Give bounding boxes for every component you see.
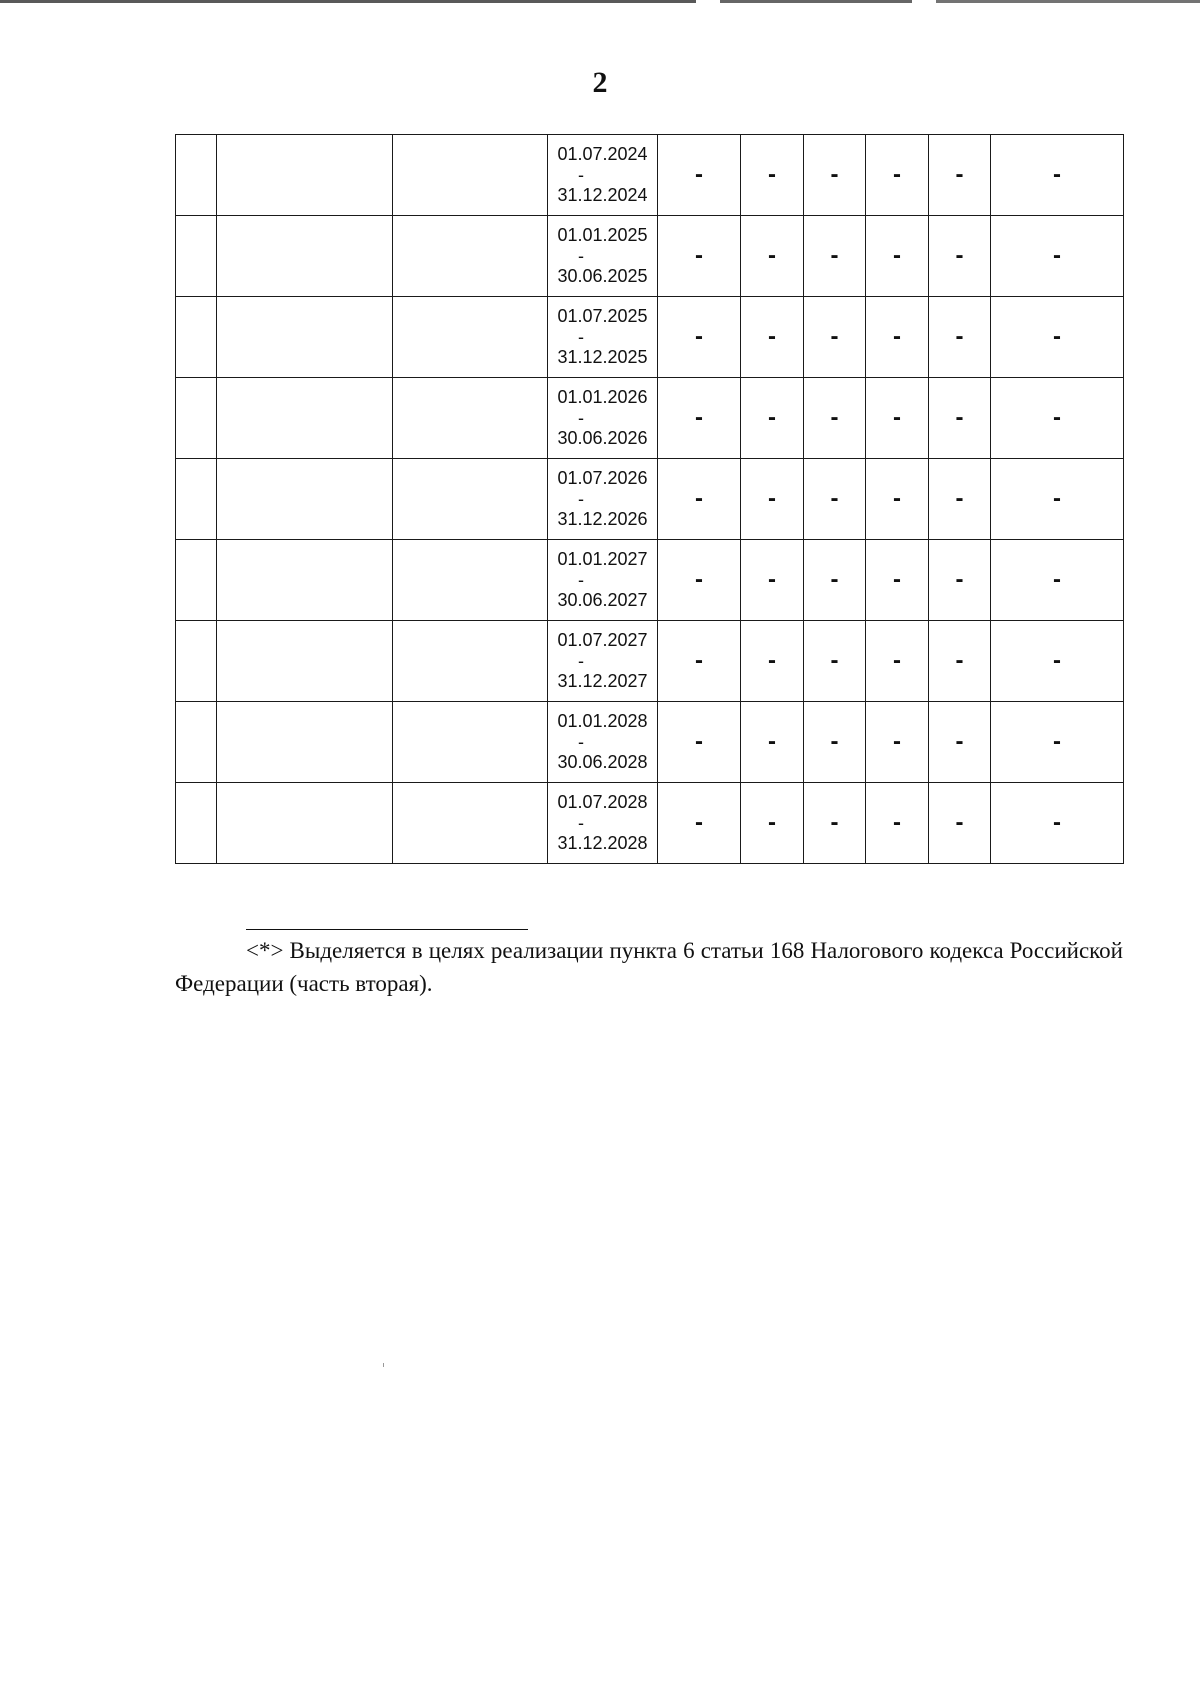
value-cell: - [991, 540, 1124, 621]
schedule-table-body [176, 135, 1124, 864]
period-start: 01.07.2027 [557, 630, 648, 650]
value-cell: - [741, 216, 804, 297]
period-separator: - [578, 408, 584, 428]
period-end: 30.06.2026 [557, 428, 648, 448]
blank-cell [393, 459, 548, 540]
table-row [176, 378, 1124, 459]
value-cell: - [929, 135, 991, 216]
table-row [176, 297, 1124, 378]
period-start: 01.07.2024 [557, 144, 648, 164]
value-cell: - [866, 297, 929, 378]
period-end: 31.12.2026 [557, 509, 648, 529]
period-separator: - [578, 732, 584, 752]
value-cell: - [991, 702, 1124, 783]
blank-cell [176, 540, 217, 621]
period-separator: - [578, 165, 584, 185]
table-row [176, 702, 1124, 783]
value-cell: - [658, 702, 741, 783]
value-cell: - [991, 297, 1124, 378]
table-row [176, 783, 1124, 864]
value-cell: - [866, 378, 929, 459]
period-separator: - [578, 813, 584, 833]
period-start: 01.01.2028 [557, 711, 648, 731]
period-cell [548, 621, 658, 702]
period-end: 31.12.2024 [557, 185, 648, 205]
value-cell: - [866, 621, 929, 702]
period-start: 01.07.2028 [557, 792, 648, 812]
blank-cell [217, 783, 393, 864]
value-cell: - [804, 297, 866, 378]
period-start: 01.01.2025 [557, 225, 648, 245]
value-cell: - [741, 540, 804, 621]
value-cell: - [804, 621, 866, 702]
blank-cell [176, 783, 217, 864]
value-cell: - [866, 783, 929, 864]
period-start: 01.07.2025 [557, 306, 648, 326]
blank-cell [217, 297, 393, 378]
value-cell: - [991, 621, 1124, 702]
value-cell: - [804, 540, 866, 621]
value-cell: - [991, 135, 1124, 216]
blank-cell [176, 378, 217, 459]
blank-cell [393, 135, 548, 216]
blank-cell [217, 378, 393, 459]
value-cell: - [741, 378, 804, 459]
value-cell: - [804, 216, 866, 297]
blank-cell [176, 702, 217, 783]
value-cell: - [658, 783, 741, 864]
value-cell: - [991, 378, 1124, 459]
blank-cell [393, 297, 548, 378]
footnote-rule [246, 929, 528, 930]
period-start: 01.01.2027 [557, 549, 648, 569]
value-cell: - [991, 459, 1124, 540]
blank-cell [176, 135, 217, 216]
value-cell: - [929, 783, 991, 864]
period-cell [548, 459, 658, 540]
value-cell: - [658, 621, 741, 702]
blank-cell [176, 297, 217, 378]
value-cell: - [929, 216, 991, 297]
period-cell [548, 135, 658, 216]
period-end: 31.12.2028 [557, 833, 648, 853]
value-cell: - [804, 702, 866, 783]
value-cell: - [866, 540, 929, 621]
period-separator: - [578, 570, 584, 590]
blank-cell [217, 702, 393, 783]
value-cell: - [866, 135, 929, 216]
value-cell: - [741, 297, 804, 378]
value-cell: - [929, 297, 991, 378]
blank-cell [393, 216, 548, 297]
value-cell: - [929, 702, 991, 783]
value-cell: - [658, 540, 741, 621]
blank-cell [393, 621, 548, 702]
table-row [176, 216, 1124, 297]
footnote-text: <*> Выделяется в целях реализации пункта 6 статьи 168 Налогового кодекса Российской Федерации (часть вторая). [175, 938, 1123, 996]
period-cell [548, 702, 658, 783]
period-end: 31.12.2025 [557, 347, 648, 367]
table-row [176, 621, 1124, 702]
value-cell: - [866, 216, 929, 297]
period-separator: - [578, 327, 584, 347]
scan-speck [383, 1363, 384, 1367]
value-cell: - [741, 459, 804, 540]
period-end: 30.06.2025 [557, 266, 648, 286]
value-cell: - [741, 621, 804, 702]
blank-cell [393, 783, 548, 864]
value-cell: - [741, 135, 804, 216]
table-row [176, 459, 1124, 540]
period-cell [548, 783, 658, 864]
value-cell: - [658, 378, 741, 459]
value-cell: - [658, 297, 741, 378]
period-end: 30.06.2028 [557, 752, 648, 772]
period-separator: - [578, 651, 584, 671]
value-cell: - [741, 783, 804, 864]
value-cell: - [929, 540, 991, 621]
period-end: 30.06.2027 [557, 590, 648, 610]
period-cell [548, 540, 658, 621]
blank-cell [176, 621, 217, 702]
blank-cell [217, 216, 393, 297]
period-cell [548, 378, 658, 459]
value-cell: - [804, 783, 866, 864]
period-start: 01.01.2026 [557, 387, 648, 407]
value-cell: - [991, 783, 1124, 864]
blank-cell [393, 378, 548, 459]
value-cell: - [804, 135, 866, 216]
value-cell: - [804, 378, 866, 459]
period-separator: - [578, 489, 584, 509]
value-cell: - [741, 702, 804, 783]
blank-cell [393, 702, 548, 783]
value-cell: - [658, 216, 741, 297]
blank-cell [176, 459, 217, 540]
period-start: 01.07.2026 [557, 468, 648, 488]
scan-edge-top [0, 0, 1200, 3]
period-cell [548, 216, 658, 297]
value-cell: - [804, 459, 866, 540]
value-cell: - [929, 621, 991, 702]
blank-cell [217, 459, 393, 540]
value-cell: - [658, 459, 741, 540]
value-cell: - [658, 135, 741, 216]
period-end: 31.12.2027 [557, 671, 648, 691]
blank-cell [217, 621, 393, 702]
blank-cell [393, 540, 548, 621]
page-number: 2 [592, 66, 608, 99]
value-cell: - [866, 702, 929, 783]
blank-cell [217, 540, 393, 621]
value-cell: - [866, 459, 929, 540]
period-cell [548, 297, 658, 378]
value-cell: - [929, 378, 991, 459]
period-separator: - [578, 246, 584, 266]
table-row [176, 540, 1124, 621]
blank-cell [217, 135, 393, 216]
blank-cell [176, 216, 217, 297]
table-row [176, 135, 1124, 216]
value-cell: - [991, 216, 1124, 297]
value-cell: - [929, 459, 991, 540]
schedule-table [175, 134, 1124, 864]
